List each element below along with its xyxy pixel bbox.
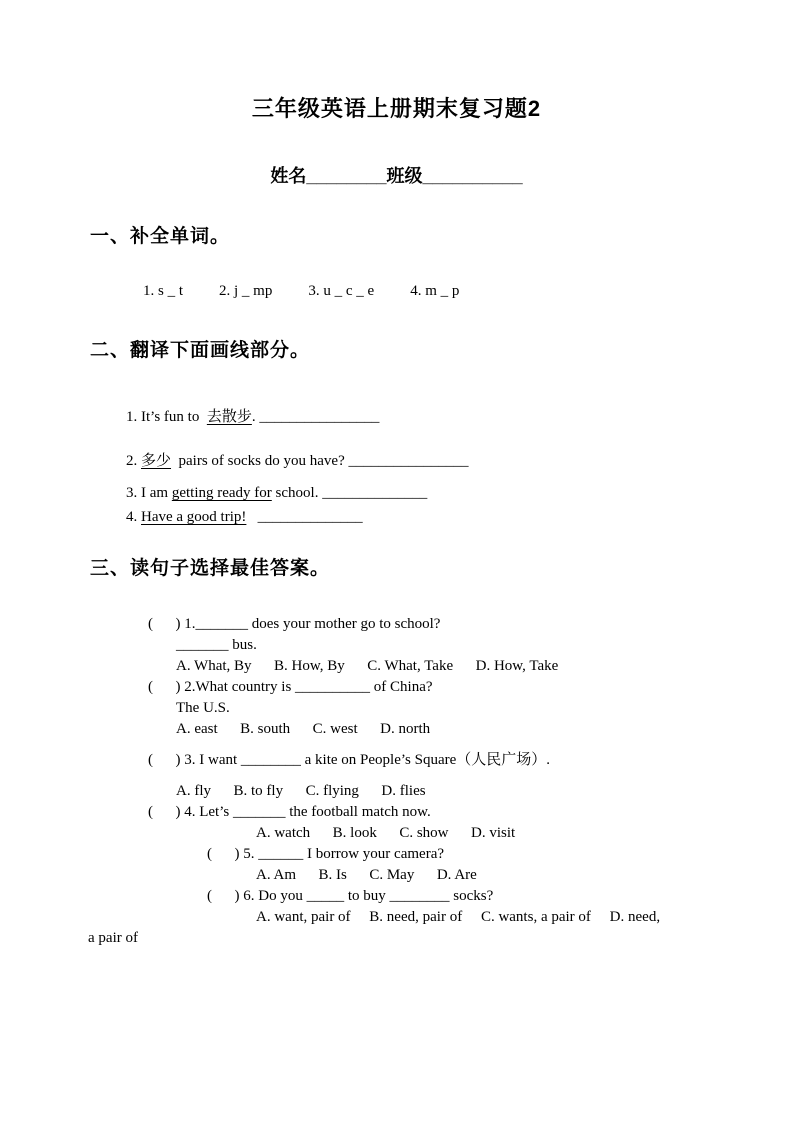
name-blank: ________ <box>306 166 387 186</box>
answer-blank: ______________ <box>257 509 363 525</box>
item-text: . <box>251 409 260 425</box>
item-text: 2. <box>126 453 141 469</box>
question-4-line-1: ( ) 4. Let’s _______ the football match now. <box>148 804 431 820</box>
question-1-line-1: ( ) 1._______ does your mother go to school? <box>148 616 441 632</box>
question-5-line-1: ( ) 5. ______ I borrow your camera? <box>207 846 445 862</box>
translation-item-4 <box>126 506 793 528</box>
section-1-words <box>143 280 793 302</box>
translation-item-2 <box>126 450 793 472</box>
question-1-options: A. What, By B. How, By C. What, Take D. How, Take <box>176 658 559 674</box>
item-text <box>246 509 257 525</box>
item-text: 1. It’s fun to <box>126 409 207 425</box>
question-6-options: A. want, pair of B. need, pair of C. wants, a pair of D. need, <box>256 909 661 925</box>
question-6-overflow: a pair of <box>88 930 138 946</box>
section-3-heading: 三、读句子选择最佳答案。 <box>90 558 331 579</box>
underlined-phrase: getting ready for <box>171 485 272 501</box>
item-text: 4. <box>126 509 141 525</box>
answer-blank: ______________ <box>322 485 428 501</box>
section-1-heading: 一、补全单词。 <box>90 226 231 247</box>
item-text: pairs of socks do you have? <box>171 453 349 469</box>
name-class-line <box>0 164 793 188</box>
answer-blank: ________________ <box>348 453 469 469</box>
question-5-options: A. Am B. Is C. May D. Are <box>256 867 477 883</box>
underlined-phrase: 去散步 <box>206 409 252 425</box>
question-6-line-1: ( ) 6. Do you _____ to buy ________ socks? <box>207 888 494 904</box>
class-label: 班级 <box>386 166 423 186</box>
document-title: 三年级英语上册期末复习题2 <box>251 96 542 121</box>
word-item-4: 4. m _ p <box>410 283 460 299</box>
question-2-options: A. east B. south C. west D. north <box>176 721 431 737</box>
question-1-line-2: _______ bus. <box>176 637 257 653</box>
underlined-phrase: Have a good trip! <box>141 509 247 525</box>
item-text: 3. I am <box>126 485 172 501</box>
question-3-line-1: ( ) 3. I want ________ a kite on People’s Square（人民广场）. <box>148 752 551 768</box>
translation-item-3 <box>126 482 793 504</box>
name-label: 姓名 <box>270 166 307 186</box>
word-item-3: 3. u _ c _ e <box>308 283 375 299</box>
class-blank: __________ <box>422 166 523 186</box>
question-2-line-1: ( ) 2.What country is __________ of China? <box>148 679 433 695</box>
answer-blank: ________________ <box>259 409 380 425</box>
question-3-options: A. fly B. to fly C. flying D. flies <box>176 783 426 799</box>
translation-item-1 <box>126 406 793 428</box>
word-item-1: 1. s _ t <box>143 283 184 299</box>
question-4-options: A. watch B. look C. show D. visit <box>256 825 516 841</box>
item-text: school. <box>271 485 323 501</box>
section-2-heading: 二、翻译下面画线部分。 <box>90 340 311 361</box>
underlined-phrase: 多少 <box>141 453 172 469</box>
question-2-line-2: The U.S. <box>176 700 230 716</box>
word-item-2: 2. j _ mp <box>219 283 273 299</box>
